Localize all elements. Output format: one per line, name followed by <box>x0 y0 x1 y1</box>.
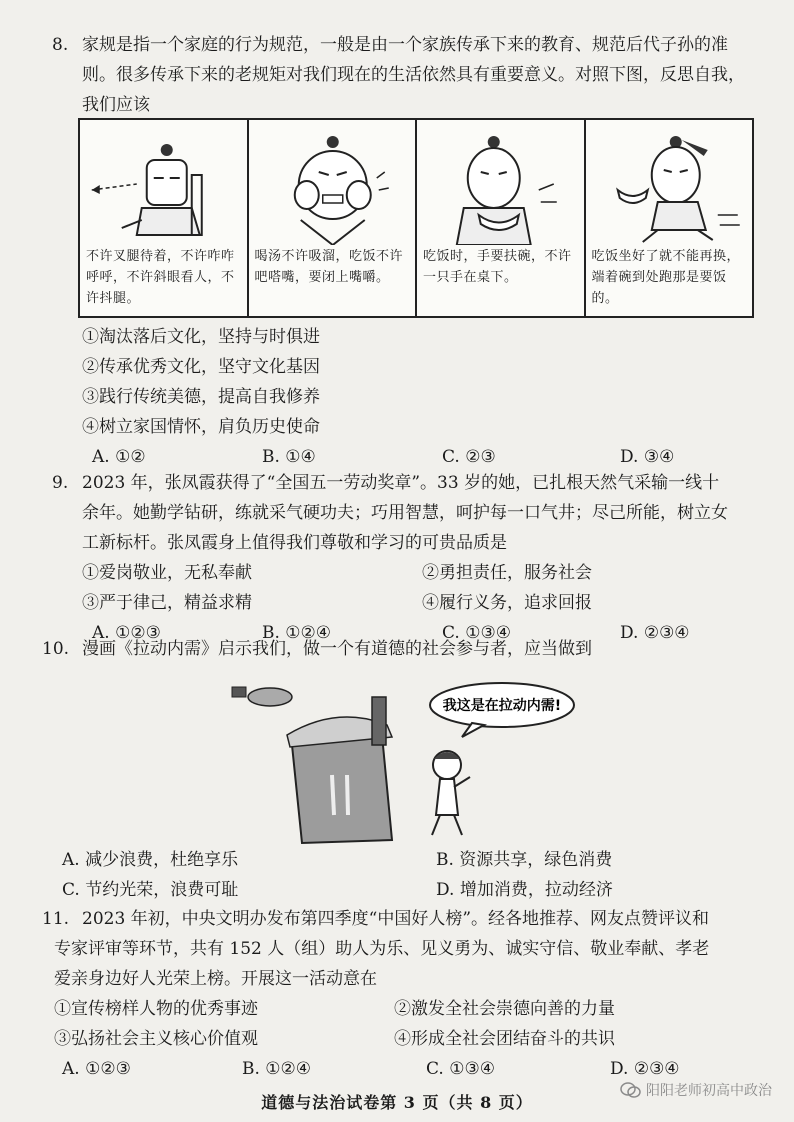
q9-choice-c[interactable]: C. ①③④ <box>442 623 511 643</box>
watermark <box>620 1080 772 1100</box>
q9-option-4: ④履行义务，追求回报 <box>422 593 592 613</box>
cross-legged-man-illustration <box>80 120 247 245</box>
comic-caption-4: 吃饭坐好了就不能再换，端着碗到处跑那是要饭的。 <box>591 249 741 306</box>
q9-choice-a[interactable]: A. ①②③ <box>92 623 161 643</box>
q10-choice-b[interactable]: B. 资源共享，绿色消费 <box>436 850 613 870</box>
q9-option-3: ③严于律己，精益求精 <box>82 593 252 613</box>
consumption-cartoon <box>222 675 582 845</box>
q11-option-1: ①宣传榜样人物的优秀事迹 <box>54 999 258 1019</box>
comic-panel-2 <box>249 120 418 316</box>
q11-stem-line1: 11. 2023 年初，中央文明办发布第四季度“中国好人榜”。经各地推荐、网友点赞评议和 <box>42 909 710 929</box>
wechat-icon <box>620 1081 642 1099</box>
q11-stem-line2: 专家评审等环节，共有 152 人（组）助人为乐、见义勇为、诚实守信、敬业奉献、孝老 <box>54 939 710 959</box>
question-11 <box>42 904 772 1084</box>
q8-option-4: ④树立家国情怀，肩负历史使命 <box>82 417 320 437</box>
q10-choice-c[interactable]: C. 节约光荣，浪费可耻 <box>62 880 239 900</box>
q10-choices-row2 <box>52 875 772 905</box>
q9-choice-b[interactable]: B. ①②④ <box>262 623 332 643</box>
q9-options-row2 <box>52 588 772 618</box>
comic-panel-3 <box>417 120 586 316</box>
q8-choice-b[interactable]: B. ①④ <box>262 447 316 467</box>
running-with-bowl-illustration <box>586 120 753 245</box>
comic-caption-1: 不许叉腿待着，不许咋咋呼呼，不许斜眼看人，不许抖腿。 <box>86 249 235 306</box>
question-10 <box>42 634 762 664</box>
q11-choice-d[interactable]: D. ②③④ <box>610 1059 680 1079</box>
q9-options-row1 <box>52 558 772 588</box>
q9-stem-line1: 9. 2023 年，张凤霞获得了“全国五一劳动奖章”。33 岁的她，已扎根天然气采输一线十 <box>52 473 720 493</box>
speech-bubble-text: 我这是在拉动内需! <box>442 698 562 714</box>
puffed-cheeks-man-illustration <box>249 120 416 245</box>
comic-caption-3: 吃饭时，手要扶碗，不许一只手在桌下。 <box>423 249 572 285</box>
watermark-text: 阳阳老师初高中政治 <box>646 1083 772 1099</box>
comic-caption-2: 喝汤不许吸溜，吃饭不许吧嗒嘴，要闭上嘴嚼。 <box>254 249 404 285</box>
comic-panel-4 <box>586 120 753 316</box>
q8-option-2: ②传承优秀文化，坚守文化基因 <box>82 357 320 377</box>
q9-stem-line2: 余年。她勤学钻研，练就采气硬功夫；巧用智慧，呵护每一口气井；尽己所能，树立女 <box>82 503 728 523</box>
q9-stem-line3: 工新标杆。张凤霞身上值得我们尊敬和学习的可贵品质是 <box>82 533 507 553</box>
q8-options <box>52 322 772 472</box>
bowl-holding-man-illustration <box>417 120 584 245</box>
q8-stem-line2: 则。很多传承下来的老规矩对我们现在的生活依然具有重要意义。对照下图，反思自我， <box>82 65 745 85</box>
q8-stem-line3: 我们应该 <box>82 95 150 115</box>
q9-option-1: ①爱岗敬业，无私奉献 <box>82 563 252 583</box>
page-footer: 道德与法治试卷第 3 页（共 8 页） <box>261 1093 533 1112</box>
q10-choice-d[interactable]: D. 增加消费，拉动经济 <box>436 880 613 900</box>
q11-option-3: ③弘扬社会主义核心价值观 <box>54 1029 258 1049</box>
q11-choice-c[interactable]: C. ①③④ <box>426 1059 495 1079</box>
q8-stem-line1: 8. 家规是指一个家庭的行为规范，一般是由一个家族传承下来的教育、规范后代子孙的准 <box>52 35 728 55</box>
q10-choice-a[interactable]: A. 减少浪费，杜绝享乐 <box>62 850 239 870</box>
question-8 <box>52 30 772 120</box>
q8-choice-c[interactable]: C. ②③ <box>442 447 496 467</box>
comic-panel-1 <box>80 120 249 316</box>
q11-options-row2 <box>42 1024 772 1054</box>
q10-stem: 10. 漫画《拉动内需》启示我们，做一个有道德的社会参与者，应当做到 <box>42 639 592 659</box>
q11-options-row1 <box>42 994 772 1024</box>
q10-choices <box>52 845 772 905</box>
q9-choice-d[interactable]: D. ②③④ <box>620 623 690 643</box>
q10-choices-row1 <box>52 845 772 875</box>
q8-option-3: ③践行传统美德，提高自我修养 <box>82 387 320 407</box>
q11-choice-a[interactable]: A. ①②③ <box>62 1059 131 1079</box>
comic-strip <box>78 118 754 318</box>
q11-stem-line3: 爱亲身边好人光荣上榜。开展这一活动意在 <box>54 969 377 989</box>
q8-choice-d[interactable]: D. ③④ <box>620 447 675 467</box>
q8-option-1: ①淘汰落后文化，坚持与时俱进 <box>82 327 320 347</box>
q8-choice-a[interactable]: A. ①② <box>92 447 146 467</box>
q11-choice-b[interactable]: B. ①②④ <box>242 1059 312 1079</box>
q11-option-4: ④形成全社会团结奋斗的共识 <box>394 1029 615 1049</box>
q9-option-2: ②勇担责任，服务社会 <box>422 563 592 583</box>
q11-option-2: ②激发全社会崇德向善的力量 <box>394 999 615 1019</box>
question-9 <box>52 468 772 648</box>
